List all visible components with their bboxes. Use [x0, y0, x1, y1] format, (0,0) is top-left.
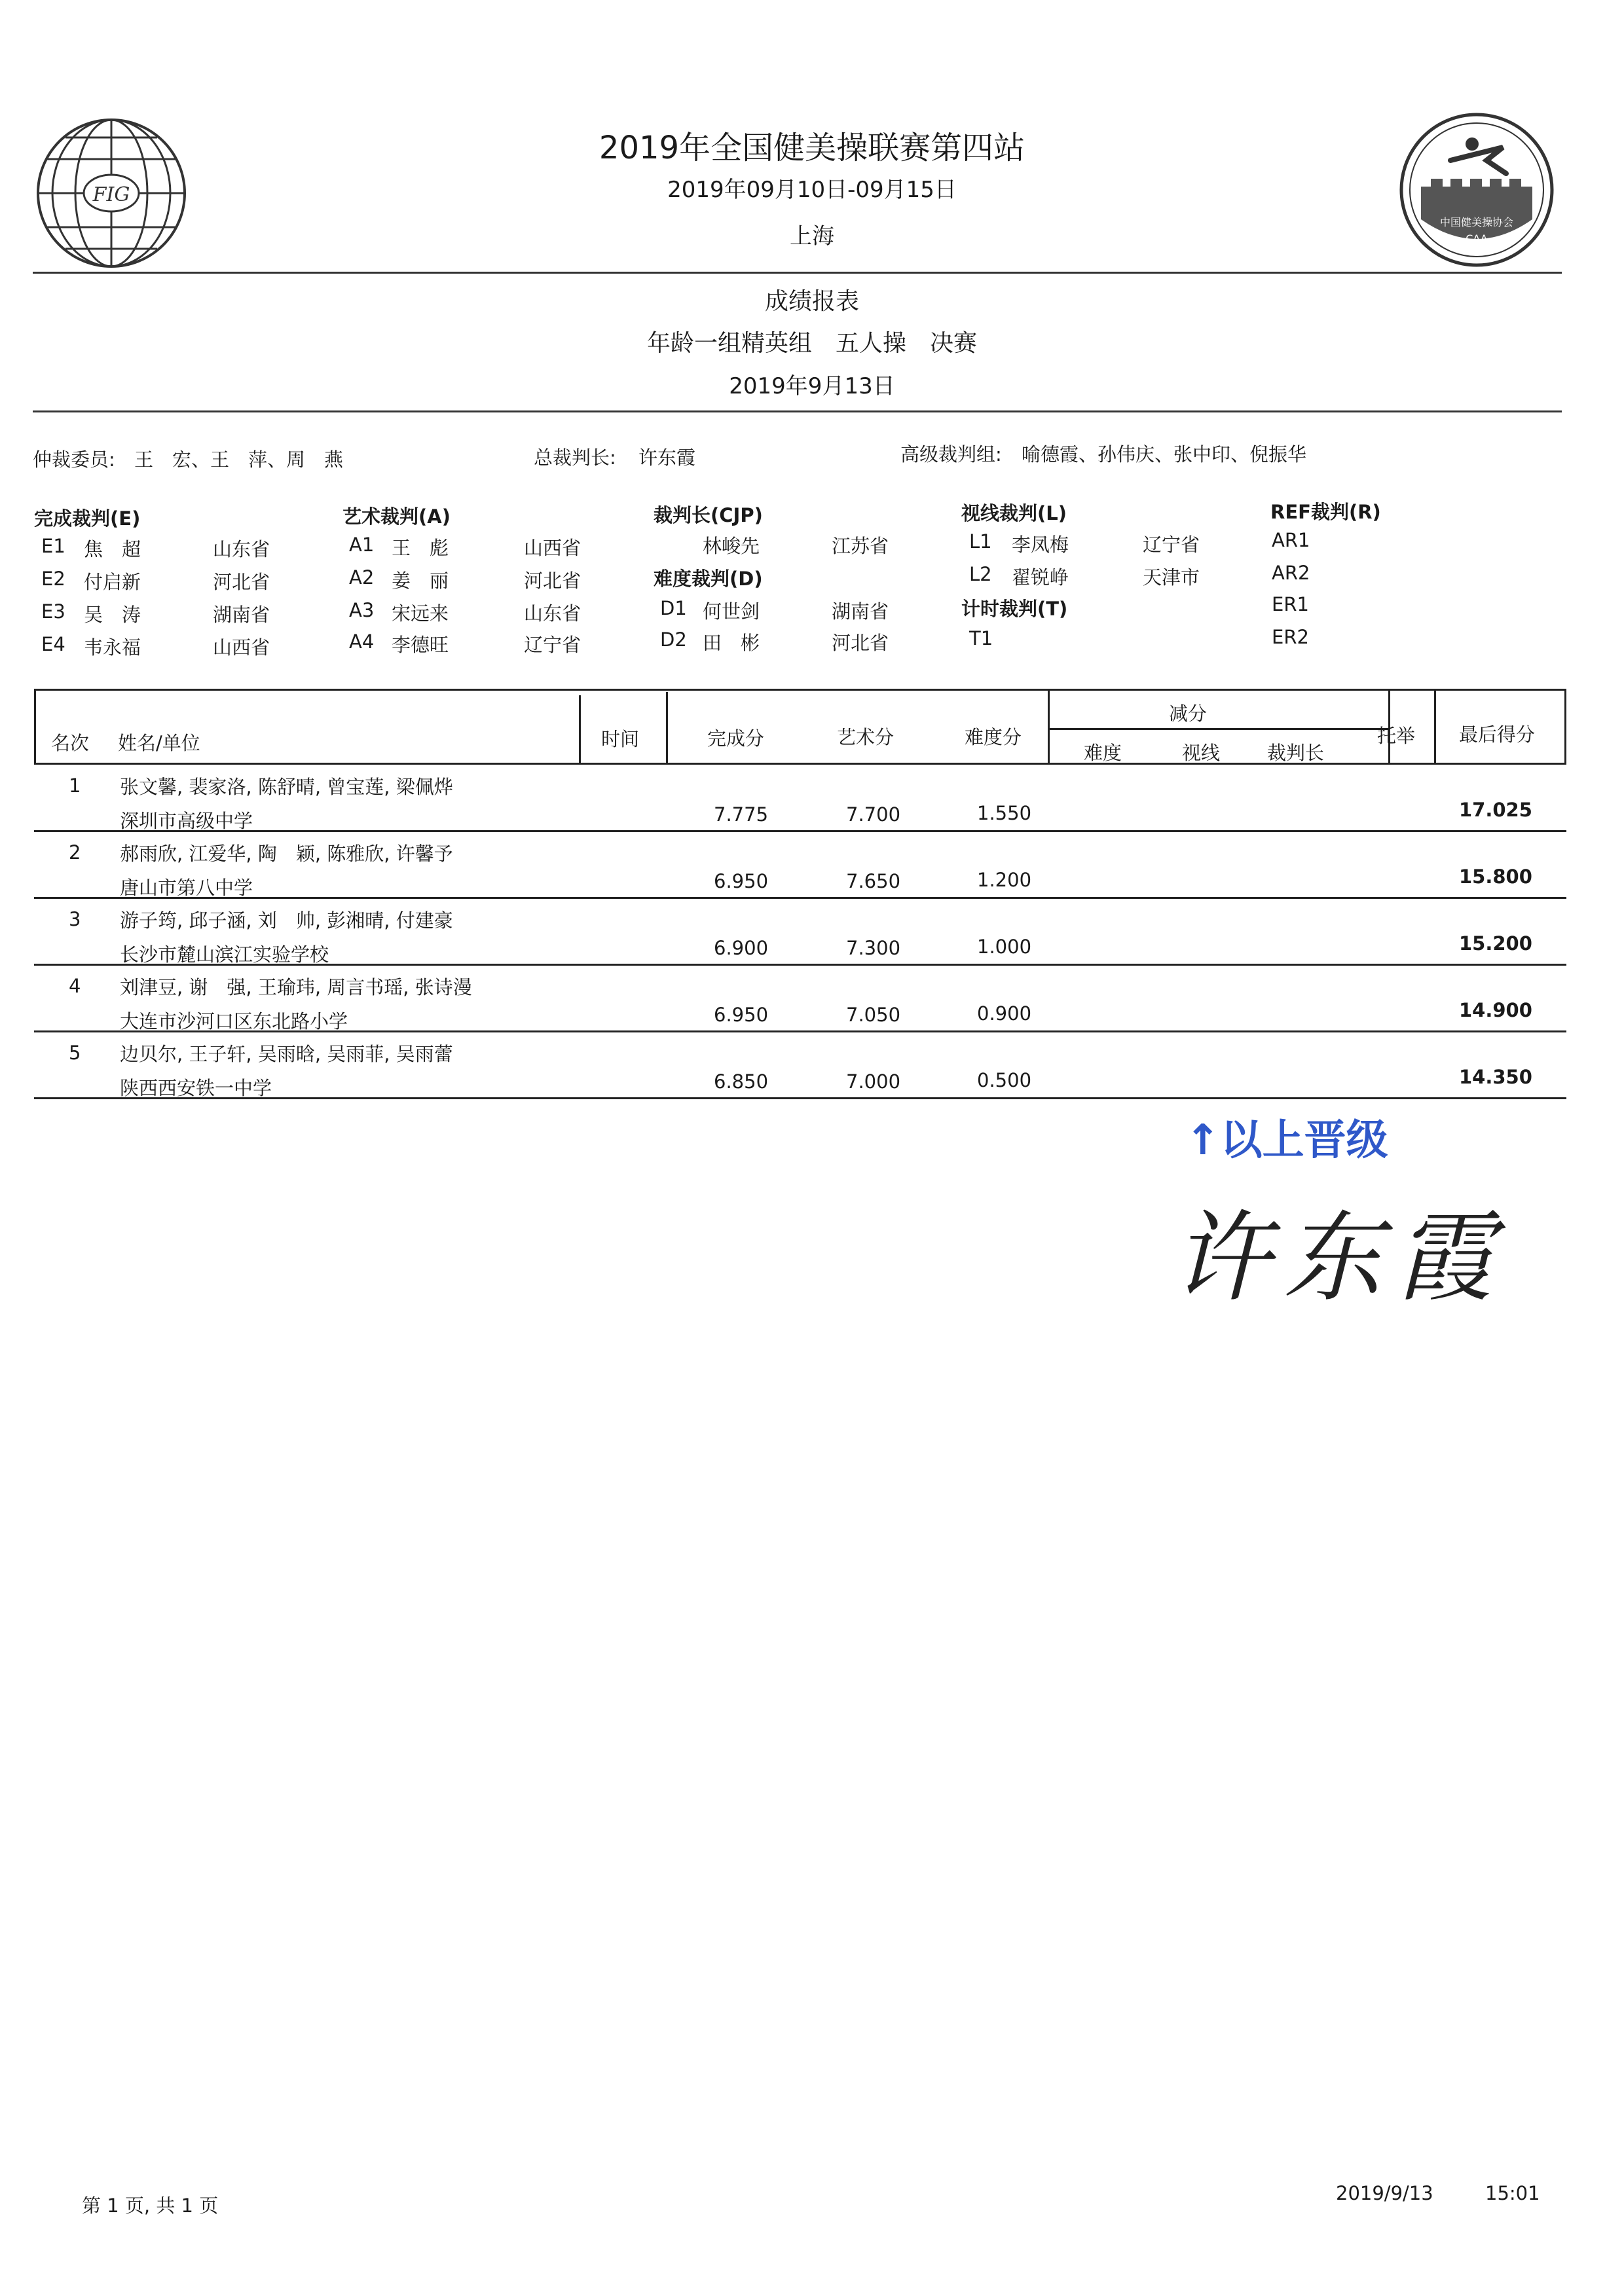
col-ded-diff: 难度: [1084, 742, 1122, 764]
diff-judge-name: 田 彬: [703, 632, 760, 654]
exec-judge-name: 韦永福: [84, 636, 141, 659]
row-unit: 长沙市麓山滨江实验学校: [120, 943, 329, 966]
event-city: 上海: [790, 223, 834, 249]
jury-label: 仲裁委员:: [33, 448, 115, 471]
exec-judge-province: 山东省: [213, 538, 270, 560]
col-ded-line: 视线: [1182, 742, 1221, 764]
ref-judge-code: ER2: [1272, 626, 1309, 648]
header-divider: [33, 272, 1562, 274]
col-exec: 完成分: [707, 727, 765, 750]
ref-judges-header: REF裁判(R): [1270, 501, 1381, 523]
report-title: 成绩报表: [764, 288, 859, 315]
timer-judge-code: T1: [969, 627, 993, 649]
row-unit: 唐山市第八中学: [120, 877, 253, 899]
col-ded-cjp: 裁判长: [1267, 742, 1325, 764]
row-diff: 0.900: [977, 1002, 1032, 1025]
art-judge-name: 王 彪: [392, 537, 449, 559]
line-judge-code: L2: [969, 563, 992, 585]
row-diff: 1.200: [977, 869, 1032, 891]
chief-judge-name: 许东霞: [638, 446, 696, 469]
caa-logo-abbr: CAA: [1466, 232, 1488, 245]
report-event: 年龄一组精英组 五人操 决赛: [646, 330, 977, 357]
line-judge-name: 翟锐峥: [1012, 566, 1069, 589]
row-rank: 5: [69, 1042, 81, 1064]
col-time: 时间: [601, 728, 640, 750]
exec-judge-code: E1: [41, 535, 65, 557]
diff-judge-code: D1: [660, 597, 687, 619]
art-judge-name: 姜 丽: [392, 570, 449, 592]
diff-judges-header: 难度裁判(D): [654, 568, 763, 590]
exec-judge-province: 山西省: [213, 636, 270, 659]
row-athletes: 游子筠, 邱子涵, 刘 帅, 彭湘晴, 付建豪: [120, 909, 453, 932]
exec-judge-name: 付启新: [84, 571, 141, 593]
row-unit: 大连市沙河口区东北路小学: [120, 1010, 348, 1032]
event-dates: 2019年09月10日-09月15日: [667, 177, 957, 203]
row-divider: [34, 1030, 1566, 1032]
report-date: 2019年9月13日: [729, 373, 895, 399]
col-rank: 名次: [51, 732, 90, 754]
exec-judges-header: 完成裁判(E): [34, 507, 141, 530]
row-final: 14.900: [1459, 999, 1532, 1021]
row-athletes: 郝雨欣, 江爱华, 陶 颖, 陈雅欣, 许馨予: [120, 843, 453, 865]
col-diff: 难度分: [965, 726, 1022, 748]
art-judges-header: 艺术裁判(A): [342, 505, 451, 528]
col-deduction: 减分: [1169, 702, 1208, 725]
timer-judges-header: 计时裁判(T): [961, 598, 1068, 620]
fig-logo-text: FIG: [92, 183, 130, 206]
art-judge-province: 辽宁省: [524, 634, 581, 656]
row-rank: 2: [69, 841, 81, 864]
row-art: 7.050: [846, 1004, 901, 1026]
diff-judge-province: 河北省: [832, 632, 889, 654]
jury-names: 王 宏、王 萍、周 燕: [134, 448, 344, 471]
art-judge-code: A4: [349, 630, 375, 653]
caa-logo-text: 中国健美操协会: [1439, 216, 1514, 228]
results-table-header: [34, 689, 1566, 764]
row-divider: [34, 1097, 1566, 1099]
row-exec: 6.900: [714, 937, 769, 959]
row-exec: 6.950: [714, 870, 769, 892]
cjp-province: 江苏省: [832, 535, 889, 557]
row-art: 7.700: [846, 803, 901, 826]
col-lift: 托举: [1377, 725, 1416, 747]
diff-judge-name: 何世剑: [703, 600, 760, 623]
row-exec: 6.950: [714, 1004, 769, 1026]
ref-judge-code: AR1: [1272, 529, 1310, 551]
ref-judge-code: ER1: [1272, 593, 1309, 615]
col-art: 艺术分: [837, 726, 895, 748]
diff-judge-code: D2: [660, 629, 687, 651]
row-rank: 1: [69, 774, 81, 797]
print-time: 15:01: [1485, 2182, 1540, 2204]
art-judge-code: A3: [349, 599, 375, 621]
art-judge-province: 河北省: [524, 570, 581, 592]
line-judge-code: L1: [969, 530, 992, 553]
art-judge-code: A2: [349, 566, 375, 589]
row-art: 7.300: [846, 937, 901, 959]
row-athletes: 刘津豆, 谢 强, 王瑜玮, 周言书瑶, 张诗漫: [120, 976, 472, 998]
row-diff: 1.000: [977, 936, 1032, 958]
art-judge-name: 宋远来: [392, 602, 449, 625]
row-athletes: 张文馨, 裴家洛, 陈舒晴, 曾宝莲, 梁佩烨: [120, 776, 453, 798]
senior-panel-label: 高级裁判组:: [900, 443, 1002, 465]
row-divider: [34, 897, 1566, 899]
line-judge-name: 李凤梅: [1012, 534, 1069, 556]
exec-judge-name: 吴 涛: [84, 604, 141, 626]
qualified-stamp-text: 以上晋级: [1220, 1116, 1388, 1165]
row-exec: 7.775: [714, 803, 769, 826]
signature: 许东霞: [1172, 1201, 1507, 1315]
row-rank: 3: [69, 908, 81, 930]
row-divider: [34, 964, 1566, 966]
col-name-unit: 姓名/单位: [118, 732, 200, 754]
exec-judge-code: E3: [41, 600, 65, 623]
page-number: 第 1 页, 共 1 页: [82, 2195, 219, 2217]
row-unit: 陕西西安铁一中学: [120, 1077, 272, 1099]
chief-judge-label: 总裁判长:: [534, 446, 616, 469]
exec-judge-code: E2: [41, 568, 65, 590]
exec-judge-province: 河北省: [213, 571, 270, 593]
qualified-stamp: [1185, 1106, 1388, 1167]
row-exec: 6.850: [714, 1070, 769, 1093]
row-diff: 1.550: [977, 802, 1032, 824]
cjp-header: 裁判长(CJP): [654, 504, 763, 526]
col-final: 最后得分: [1459, 723, 1536, 746]
row-diff: 0.500: [977, 1069, 1032, 1091]
ref-judge-code: AR2: [1272, 562, 1310, 584]
row-divider: [34, 830, 1566, 832]
exec-judge-province: 湖南省: [213, 604, 270, 626]
line-judge-province: 天津市: [1143, 566, 1200, 589]
senior-panel-names: 喻德霞、孙伟庆、张中印、倪振华: [1022, 443, 1307, 465]
row-unit: 深圳市高级中学: [120, 810, 253, 832]
row-final: 17.025: [1459, 799, 1532, 821]
exec-judge-code: E4: [41, 633, 65, 655]
row-athletes: 边贝尔, 王子轩, 吴雨晗, 吴雨菲, 吴雨蕾: [120, 1043, 453, 1065]
art-judge-code: A1: [349, 534, 375, 556]
exec-judge-name: 焦 超: [84, 538, 141, 560]
art-judge-province: 山东省: [524, 602, 581, 625]
art-judge-name: 李德旺: [392, 634, 449, 656]
row-art: 7.000: [846, 1070, 901, 1093]
arrow-up-icon: ↑: [1185, 1116, 1221, 1165]
page-title: 2019年全国健美操联赛第四站: [599, 130, 1025, 166]
row-final: 15.200: [1459, 932, 1532, 955]
row-final: 15.800: [1459, 866, 1532, 888]
row-rank: 4: [69, 975, 81, 997]
line-judges-header: 视线裁判(L): [961, 502, 1067, 524]
art-judge-province: 山西省: [524, 537, 581, 559]
row-art: 7.650: [846, 870, 901, 892]
print-date: 2019/9/13: [1336, 2182, 1433, 2204]
line-judge-province: 辽宁省: [1143, 534, 1200, 556]
row-final: 14.350: [1459, 1066, 1532, 1088]
cjp-name: 林峻先: [703, 535, 760, 557]
diff-judge-province: 湖南省: [832, 600, 889, 623]
report-divider: [33, 410, 1562, 412]
